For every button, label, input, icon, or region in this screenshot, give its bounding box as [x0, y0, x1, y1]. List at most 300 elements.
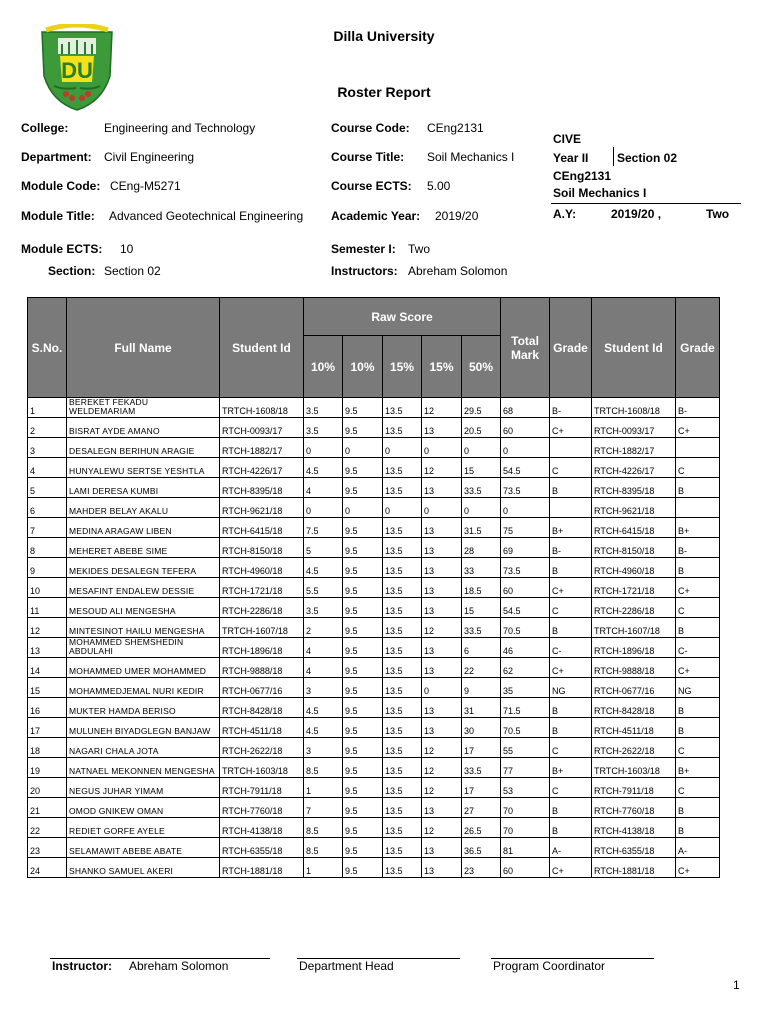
cell-score-15b: 0	[422, 438, 462, 458]
cell-score-50: 22	[462, 658, 501, 678]
side-course-code: CEng2131	[553, 169, 612, 183]
instructors-label: Instructors:	[331, 264, 398, 278]
cell-grade-2	[676, 438, 720, 458]
cell-score-15a: 13.5	[383, 738, 422, 758]
cell-score-15b: 13	[422, 418, 462, 438]
cell-full-name: NEGUS JUHAR YIMAM	[67, 778, 220, 798]
cell-score-15a: 13.5	[383, 658, 422, 678]
header-total-mark: Total Mark	[501, 298, 550, 398]
cell-score-10b: 9.5	[343, 678, 383, 698]
cell-full-name: MEDINA ARAGAW LIBEN	[67, 518, 220, 538]
cell-score-10a: 8.5	[304, 758, 343, 778]
cell-full-name: SELAMAWIT ABEBE ABATE	[67, 838, 220, 858]
cell-student-id: RTCH-4226/17	[220, 458, 304, 478]
cell-score-15a: 13.5	[383, 418, 422, 438]
table-row	[28, 738, 720, 758]
cell-score-10a: 4.5	[304, 698, 343, 718]
cell-score-10b: 9.5	[343, 538, 383, 558]
cell-full-name: MOHAMMEDJEMAL NURI KEDIR	[67, 678, 220, 698]
table-row	[28, 478, 720, 498]
cell-student-id: RTCH-1896/18	[220, 638, 304, 658]
cell-student-id: RTCH-9888/18	[220, 658, 304, 678]
cell-score-15a: 13.5	[383, 558, 422, 578]
table-row	[28, 818, 720, 838]
cell-score-10a: 4	[304, 638, 343, 658]
cell-total-mark: 77	[501, 758, 550, 778]
side-section: Section 02	[617, 151, 678, 165]
cell-grade-2	[676, 498, 720, 518]
cell-sno: 21	[28, 798, 67, 818]
cell-sno: 2	[28, 418, 67, 438]
cell-score-15a: 13.5	[383, 478, 422, 498]
header-raw-score: Raw Score	[304, 298, 501, 336]
course-title-label: Course Title:	[331, 150, 405, 164]
cell-score-50: 30	[462, 718, 501, 738]
cell-grade: B-	[550, 538, 592, 558]
cell-score-10a: 4	[304, 658, 343, 678]
cell-full-name: MEHERET ABEBE SIME	[67, 538, 220, 558]
report-title: Roster Report	[337, 84, 431, 100]
cell-total-mark: 55	[501, 738, 550, 758]
cell-student-id: RTCH-1882/17	[220, 438, 304, 458]
cell-score-10b: 9.5	[343, 578, 383, 598]
cell-student-id: RTCH-4960/18	[220, 558, 304, 578]
instructors-value: Abreham Solomon	[408, 264, 508, 278]
cell-student-id-2: RTCH-1882/17	[592, 438, 676, 458]
cell-student-id: RTCH-6415/18	[220, 518, 304, 538]
cell-full-name: BISRAT AYDE AMANO	[67, 418, 220, 438]
section-label: Section:	[48, 264, 96, 278]
cell-score-15a: 0	[383, 438, 422, 458]
cell-total-mark: 0	[501, 438, 550, 458]
cell-grade-2: A-	[676, 838, 720, 858]
cell-student-id: RTCH-0093/17	[220, 418, 304, 438]
side-year: Year II	[553, 151, 589, 165]
cell-student-id: RTCH-8395/18	[220, 478, 304, 498]
cell-score-50: 36.5	[462, 838, 501, 858]
table-row	[28, 698, 720, 718]
cell-student-id-2: RTCH-4511/18	[592, 718, 676, 738]
cell-score-10a: 5.5	[304, 578, 343, 598]
cell-score-10b: 9.5	[343, 418, 383, 438]
cell-score-15b: 13	[422, 598, 462, 618]
cell-sno: 22	[28, 818, 67, 838]
cell-grade: B	[550, 618, 592, 638]
cell-grade: B	[550, 478, 592, 498]
cell-score-10b: 0	[343, 438, 383, 458]
table-row	[28, 858, 720, 878]
cell-score-15a: 13.5	[383, 578, 422, 598]
cell-score-50: 0	[462, 438, 501, 458]
table-row	[28, 718, 720, 738]
cell-grade-2: B	[676, 478, 720, 498]
cell-sno: 18	[28, 738, 67, 758]
college-label: College:	[21, 121, 69, 135]
cell-full-name: MULUNEH BIYADGLEGN BANJAW	[67, 718, 220, 738]
side-course-title: Soil Mechanics I	[553, 186, 647, 200]
cell-score-50: 17	[462, 778, 501, 798]
cell-sno: 16	[28, 698, 67, 718]
module-title-label: Module Title:	[21, 209, 95, 223]
cell-score-10a: 8.5	[304, 818, 343, 838]
cell-student-id: RTCH-4138/18	[220, 818, 304, 838]
table-row	[28, 638, 720, 658]
cell-grade-2: C+	[676, 858, 720, 878]
cell-sno: 12	[28, 618, 67, 638]
table-row	[28, 798, 720, 818]
table-row	[28, 678, 720, 698]
cell-score-15b: 12	[422, 758, 462, 778]
cell-score-10a: 5	[304, 538, 343, 558]
cell-full-name: MESOUD ALI MENGESHA	[67, 598, 220, 618]
cell-score-10b: 9.5	[343, 758, 383, 778]
cell-grade: C	[550, 738, 592, 758]
cell-score-50: 23	[462, 858, 501, 878]
header-weight-3: 15%	[383, 336, 422, 398]
cell-score-15a: 13.5	[383, 858, 422, 878]
cell-score-50: 27	[462, 798, 501, 818]
table-row	[28, 458, 720, 478]
side-rule	[551, 203, 741, 204]
cell-total-mark: 60	[501, 578, 550, 598]
cell-student-id: RTCH-2286/18	[220, 598, 304, 618]
header-weight-1: 10%	[304, 336, 343, 398]
cell-total-mark: 73.5	[501, 558, 550, 578]
cell-score-15a: 13.5	[383, 758, 422, 778]
cell-sno: 6	[28, 498, 67, 518]
cell-full-name: MAHDER BELAY AKALU	[67, 498, 220, 518]
cell-grade: C+	[550, 658, 592, 678]
cell-full-name: MOHAMMED SHEMSHEDIN ABDULAHI	[67, 638, 220, 658]
module-ects-value: 10	[120, 242, 134, 256]
side-ay-value: 2019/20 ,	[611, 207, 662, 221]
cell-student-id-2: RTCH-6415/18	[592, 518, 676, 538]
cell-score-10a: 1	[304, 778, 343, 798]
academic-year-label: Academic Year:	[331, 209, 421, 223]
dept-head-label: Department Head	[299, 959, 394, 973]
cell-grade: B	[550, 698, 592, 718]
cell-grade	[550, 498, 592, 518]
table-row	[28, 438, 720, 458]
cell-score-50: 15	[462, 458, 501, 478]
cell-student-id-2: RTCH-1721/18	[592, 578, 676, 598]
cell-student-id-2: RTCH-6355/18	[592, 838, 676, 858]
cell-score-10b: 9.5	[343, 478, 383, 498]
cell-grade: C-	[550, 638, 592, 658]
cell-grade: C	[550, 778, 592, 798]
cell-score-10a: 4.5	[304, 718, 343, 738]
cell-sno: 13	[28, 638, 67, 658]
cell-student-id-2: RTCH-1881/18	[592, 858, 676, 878]
cell-grade-2: B-	[676, 538, 720, 558]
side-semester: Two	[706, 207, 730, 221]
cell-score-15b: 13	[422, 718, 462, 738]
header-student-id-2: Student Id	[592, 298, 676, 398]
cell-student-id: TRTCH-1608/18	[220, 398, 304, 418]
cell-student-id-2: RTCH-9888/18	[592, 658, 676, 678]
cell-grade: B-	[550, 398, 592, 418]
cell-total-mark: 70	[501, 818, 550, 838]
cell-score-10b: 9.5	[343, 658, 383, 678]
cell-full-name: NAGARI CHALA JOTA	[67, 738, 220, 758]
cell-score-10b: 9.5	[343, 398, 383, 418]
cell-score-10b: 9.5	[343, 738, 383, 758]
cell-score-15b: 13	[422, 578, 462, 598]
cell-full-name: BEREKET FEKADU WELDEMARIAM	[67, 398, 220, 418]
header-student-id: Student Id	[220, 298, 304, 398]
cell-grade: B	[550, 718, 592, 738]
cell-score-15b: 12	[422, 398, 462, 418]
header-sno: S.No.	[28, 298, 67, 398]
header-grade: Grade	[550, 298, 592, 398]
cell-sno: 9	[28, 558, 67, 578]
cell-total-mark: 35	[501, 678, 550, 698]
side-divider	[613, 147, 614, 166]
cell-student-id-2: RTCH-4960/18	[592, 558, 676, 578]
cell-score-15b: 12	[422, 458, 462, 478]
cell-full-name: MOHAMMED UMER MOHAMMED	[67, 658, 220, 678]
cell-student-id-2: RTCH-0093/17	[592, 418, 676, 438]
cell-score-10b: 9.5	[343, 858, 383, 878]
cell-score-50: 17	[462, 738, 501, 758]
cell-score-10a: 3.5	[304, 598, 343, 618]
cell-grade-2: C-	[676, 638, 720, 658]
cell-student-id-2: RTCH-8428/18	[592, 698, 676, 718]
table-row	[28, 558, 720, 578]
cell-student-id: RTCH-1881/18	[220, 858, 304, 878]
cell-score-10b: 9.5	[343, 618, 383, 638]
logo-text: DU	[61, 58, 93, 83]
cell-score-50: 31.5	[462, 518, 501, 538]
cell-total-mark: 71.5	[501, 698, 550, 718]
cell-grade: C	[550, 458, 592, 478]
cell-sno: 8	[28, 538, 67, 558]
cell-student-id: RTCH-8428/18	[220, 698, 304, 718]
cell-score-15a: 13.5	[383, 798, 422, 818]
table-row	[28, 618, 720, 638]
cell-score-15b: 0	[422, 678, 462, 698]
cell-score-10a: 7	[304, 798, 343, 818]
cell-score-15a: 0	[383, 498, 422, 518]
cell-student-id-2: RTCH-2622/18	[592, 738, 676, 758]
cell-score-15a: 13.5	[383, 598, 422, 618]
cell-score-15a: 13.5	[383, 698, 422, 718]
cell-score-10a: 0	[304, 438, 343, 458]
cell-grade	[550, 438, 592, 458]
cell-student-id-2: TRTCH-1607/18	[592, 618, 676, 638]
cell-score-50: 29.5	[462, 398, 501, 418]
table-row	[28, 778, 720, 798]
cell-score-15b: 13	[422, 698, 462, 718]
cell-student-id: RTCH-6355/18	[220, 838, 304, 858]
cell-student-id: RTCH-7911/18	[220, 778, 304, 798]
table-row	[28, 418, 720, 438]
cell-student-id: RTCH-8150/18	[220, 538, 304, 558]
cell-score-15a: 13.5	[383, 638, 422, 658]
cell-score-15b: 13	[422, 658, 462, 678]
cell-student-id-2: RTCH-7911/18	[592, 778, 676, 798]
header-weight-5: 50%	[462, 336, 501, 398]
cell-score-50: 28	[462, 538, 501, 558]
cell-score-10b: 9.5	[343, 798, 383, 818]
cell-grade: NG	[550, 678, 592, 698]
cell-grade-2: C+	[676, 658, 720, 678]
cell-score-10b: 0	[343, 498, 383, 518]
cell-full-name: MESAFINT ENDALEW DESSIE	[67, 578, 220, 598]
side-dept: CIVE	[553, 132, 582, 146]
cell-score-50: 15	[462, 598, 501, 618]
cell-sno: 23	[28, 838, 67, 858]
cell-sno: 4	[28, 458, 67, 478]
cell-student-id-2: RTCH-4138/18	[592, 818, 676, 838]
cell-score-10b: 9.5	[343, 638, 383, 658]
cell-score-15a: 13.5	[383, 518, 422, 538]
instructor-name: Abreham Solomon	[129, 959, 229, 973]
cell-grade: B	[550, 558, 592, 578]
coordinator-label: Program Coordinator	[493, 959, 606, 973]
cell-total-mark: 54.5	[501, 458, 550, 478]
cell-score-50: 20.5	[462, 418, 501, 438]
cell-grade: B	[550, 818, 592, 838]
header-grade-2: Grade	[676, 298, 720, 398]
cell-total-mark: 75	[501, 518, 550, 538]
section-value: Section 02	[104, 264, 161, 278]
department-value: Civil Engineering	[104, 150, 195, 164]
cell-total-mark: 60	[501, 858, 550, 878]
cell-score-10b: 9.5	[343, 838, 383, 858]
cell-score-15b: 12	[422, 778, 462, 798]
cell-grade-2: B-	[676, 398, 720, 418]
cell-full-name: OMOD GNIKEW OMAN	[67, 798, 220, 818]
cell-score-50: 33	[462, 558, 501, 578]
table-row	[28, 498, 720, 518]
cell-total-mark: 53	[501, 778, 550, 798]
cell-score-10a: 3	[304, 678, 343, 698]
cell-total-mark: 62	[501, 658, 550, 678]
cell-grade-2: B+	[676, 518, 720, 538]
cell-score-10b: 9.5	[343, 718, 383, 738]
cell-grade: C+	[550, 858, 592, 878]
cell-score-10a: 2	[304, 618, 343, 638]
cell-score-10b: 9.5	[343, 518, 383, 538]
cell-sno: 10	[28, 578, 67, 598]
cell-score-15b: 12	[422, 818, 462, 838]
cell-student-id: TRTCH-1603/18	[220, 758, 304, 778]
cell-total-mark: 69	[501, 538, 550, 558]
cell-score-10b: 9.5	[343, 458, 383, 478]
cell-total-mark: 70	[501, 798, 550, 818]
cell-total-mark: 68	[501, 398, 550, 418]
cell-student-id: RTCH-4511/18	[220, 718, 304, 738]
cell-sno: 14	[28, 658, 67, 678]
cell-total-mark: 60	[501, 418, 550, 438]
cell-full-name: LAMI DERESA KUMBI	[67, 478, 220, 498]
cell-score-15a: 13.5	[383, 538, 422, 558]
cell-score-10a: 0	[304, 498, 343, 518]
module-title-value: Advanced Geotechnical Engineering	[109, 209, 304, 223]
module-ects-label: Module ECTS:	[21, 242, 103, 256]
cell-score-10a: 3	[304, 738, 343, 758]
cell-full-name: MUKTER HAMDA BERISO	[67, 698, 220, 718]
cell-full-name: HUNYALEWU SERTSE YESHTLA	[67, 458, 220, 478]
cell-score-15a: 13.5	[383, 678, 422, 698]
cell-sno: 11	[28, 598, 67, 618]
cell-score-15b: 12	[422, 618, 462, 638]
cell-sno: 20	[28, 778, 67, 798]
cell-grade: C+	[550, 418, 592, 438]
cell-score-10b: 9.5	[343, 698, 383, 718]
cell-grade-2: C	[676, 778, 720, 798]
cell-score-10a: 4.5	[304, 458, 343, 478]
table-row	[28, 578, 720, 598]
cell-score-15a: 13.5	[383, 718, 422, 738]
cell-score-10a: 7.5	[304, 518, 343, 538]
cell-score-10b: 9.5	[343, 598, 383, 618]
table-row	[28, 518, 720, 538]
cell-score-50: 9	[462, 678, 501, 698]
cell-sno: 3	[28, 438, 67, 458]
cell-score-15b: 13	[422, 838, 462, 858]
module-code-value: CEng-M5271	[110, 179, 181, 193]
table-row	[28, 538, 720, 558]
course-title-value: Soil Mechanics I	[427, 150, 515, 164]
cell-score-50: 26.5	[462, 818, 501, 838]
cell-student-id-2: RTCH-4226/17	[592, 458, 676, 478]
cell-total-mark: 73.5	[501, 478, 550, 498]
cell-grade-2: B	[676, 818, 720, 838]
cell-sno: 17	[28, 718, 67, 738]
cell-student-id: TRTCH-1607/18	[220, 618, 304, 638]
academic-year-value: 2019/20	[435, 209, 479, 223]
department-label: Department:	[21, 150, 92, 164]
cell-total-mark: 46	[501, 638, 550, 658]
cell-score-15b: 13	[422, 798, 462, 818]
cell-total-mark: 54.5	[501, 598, 550, 618]
cell-student-id: RTCH-1721/18	[220, 578, 304, 598]
cell-grade-2: B	[676, 618, 720, 638]
cell-total-mark: 81	[501, 838, 550, 858]
cell-sno: 19	[28, 758, 67, 778]
course-code-value: CEng2131	[427, 121, 484, 135]
cell-score-10a: 3.5	[304, 418, 343, 438]
cell-sno: 1	[28, 398, 67, 418]
cell-grade: B	[550, 798, 592, 818]
cell-score-15a: 13.5	[383, 398, 422, 418]
cell-score-15a: 13.5	[383, 778, 422, 798]
course-ects-value: 5.00	[427, 179, 451, 193]
module-code-label: Module Code:	[21, 179, 101, 193]
cell-grade-2: B	[676, 558, 720, 578]
cell-score-10b: 9.5	[343, 818, 383, 838]
table-row	[28, 758, 720, 778]
cell-score-50: 0	[462, 498, 501, 518]
cell-score-10a: 4	[304, 478, 343, 498]
cell-grade: B+	[550, 518, 592, 538]
cell-score-15b: 13	[422, 858, 462, 878]
cell-sno: 15	[28, 678, 67, 698]
cell-sno: 24	[28, 858, 67, 878]
cell-score-50: 33.5	[462, 758, 501, 778]
course-ects-label: Course ECTS:	[331, 179, 412, 193]
cell-score-15b: 0	[422, 498, 462, 518]
cell-student-id-2: RTCH-8150/18	[592, 538, 676, 558]
semester-label: Semester I:	[331, 242, 396, 256]
cell-score-15b: 13	[422, 478, 462, 498]
semester-value: Two	[408, 242, 431, 256]
side-ay-label: A.Y:	[553, 207, 577, 221]
cell-full-name: REDIET GORFE AYELE	[67, 818, 220, 838]
cell-grade: C	[550, 598, 592, 618]
